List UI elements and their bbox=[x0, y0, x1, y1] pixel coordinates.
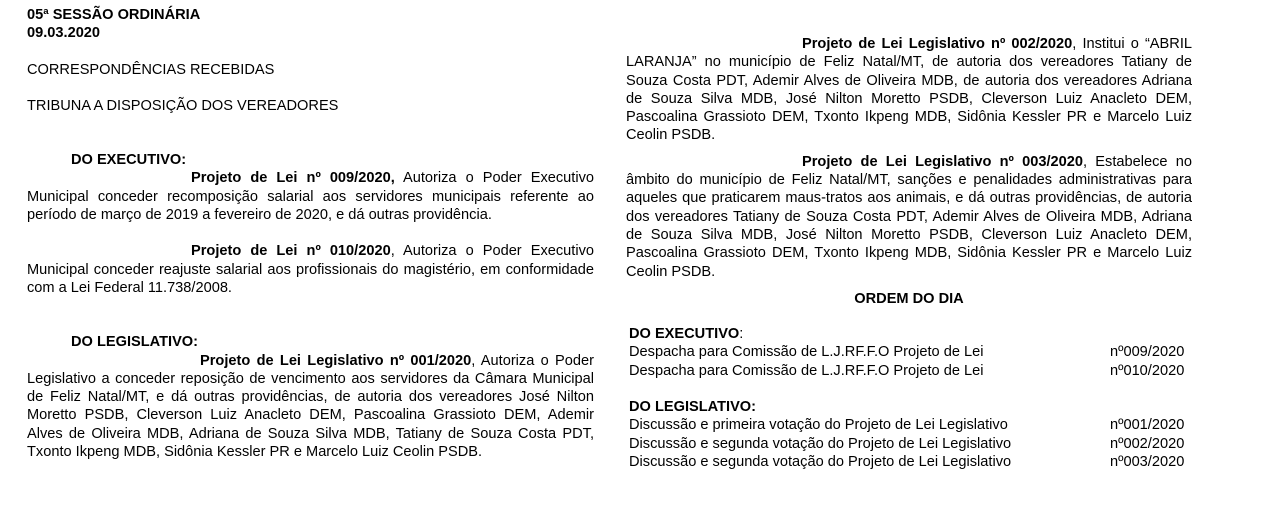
bill-text: , Autoriza o Poder Executivo Municipal conceder reajuste salarial aos profissionais do magistério, em conformidade com a Lei Federal 11.738/2008. bbox=[27, 243, 594, 296]
agenda-item bbox=[626, 435, 1192, 453]
agenda-item-number: nº003/2020 bbox=[1110, 453, 1185, 470]
exec-bill-010 bbox=[27, 242, 594, 297]
bill-title: Projeto de Lei nº 010/2020 bbox=[191, 243, 391, 260]
agenda-item-text: Despacha para Comissão de L.J.RF.F.O Projeto de Lei bbox=[629, 344, 984, 361]
agenda-item-text: Discussão e segunda votação do Projeto de Lei Legislativo bbox=[629, 435, 1012, 452]
agenda-item bbox=[626, 343, 1192, 361]
leg-bill-001 bbox=[27, 352, 594, 462]
agenda-exec-heading bbox=[626, 325, 1192, 343]
tribune-heading: TRIBUNA A DISPOSIÇÃO DOS VEREADORES bbox=[27, 97, 339, 114]
agenda-exec-colon: : bbox=[739, 326, 744, 343]
agenda-item-text: Despacha para Comissão de L.J.RF.F.O Projeto de Lei bbox=[629, 362, 984, 379]
bill-title: Projeto de Lei Legislativo nº 002/2020 bbox=[802, 36, 1073, 52]
leg-bill-002 bbox=[626, 35, 1192, 145]
agenda-item-text: Discussão e segunda votação do Projeto de Lei Legislativo bbox=[629, 453, 1012, 470]
agenda-title: ORDEM DO DIA bbox=[854, 290, 964, 307]
legislative-heading: DO LEGISLATIVO: bbox=[71, 334, 199, 351]
bill-text: , Institui o “ABRIL LARANJA” no município de Feliz Natal/MT, de autoria dos vereadores Tatiany de Souza Costa PDT, Ademir Alves de Oliveira MDB, de autoria dos vereadores Adriana de Souza Silva MDB, José Nilton Moretto PSDB, Cleverson Luiz Anacleto DEM, Pascoalina Grassioto DEM, Txonto Ikpeng MDB, Sidônia Kessler PR e Marcelo Luiz Ceolin PSDB. bbox=[626, 36, 1192, 144]
session-date: 09.03.2020 bbox=[27, 25, 101, 42]
right-column bbox=[626, 0, 1192, 471]
bill-text: , Estabelece no âmbito do município de Feliz Natal/MT, sanções e penalidades administrativas para aqueles que praticarem maus-tratos aos animais, e dá outras providências, de autoria dos vereadores Tatiany de Souza Costa PDT, Ademir Alves de Oliveira MDB, Adriana de Souza Silva MDB, José Nilton Moretto PSDB, Cleverson Luiz Anacleto DEM, Pascoalina Grassioto DEM, Txonto Ikpeng MDB, Sidônia Kessler PR e Marcelo Luiz Ceolin PSDB. bbox=[626, 153, 1192, 280]
left-column bbox=[27, 0, 594, 461]
agenda-item bbox=[626, 453, 1192, 471]
agenda-item-text: Discussão e primeira votação do Projeto de Lei Legislativo bbox=[629, 417, 1008, 434]
bill-text: , Autoriza o Poder Legislativo a conceder reposição de vencimento aos servidores da Câmara Municipal de Feliz Natal/MT, e dá outras providências, de autoria dos vereadores José Nilton Moretto PSDB, Cleverson Luiz Anacleto DEM, Pascoalina Grassioto DEM, Ademir Alves de Oliveira MDB, Adriana de Souza Silva MDB, Tatiany de Souza Costa PDT, Txonto Ikpeng MDB, Sidônia Kessler PR e Marcelo Luiz Ceolin PSDB. bbox=[27, 352, 594, 461]
agenda-item-number: nº002/2020 bbox=[1110, 435, 1185, 452]
bill-text: Autoriza o Poder Executivo Municipal conceder recomposição salarial aos servidores municipais referente ao período de março de 2019 a fevereiro de 2020, e dá outras providência. bbox=[27, 170, 594, 224]
agenda-leg-heading: DO LEGISLATIVO: bbox=[629, 399, 757, 416]
executive-heading: DO EXECUTIVO: bbox=[71, 152, 187, 169]
session-title: 05ª SESSÃO ORDINÁRIA bbox=[27, 7, 201, 23]
agenda-item-number: nº001/2020 bbox=[1110, 417, 1185, 434]
bill-title: Projeto de Lei nº 009/2020, bbox=[191, 170, 395, 187]
agenda-exec-label: DO EXECUTIVO bbox=[629, 326, 740, 343]
correspondence-heading: CORRESPONDÊNCIAS RECEBIDAS bbox=[27, 61, 275, 78]
agenda-item bbox=[626, 362, 1192, 380]
leg-bill-003 bbox=[626, 153, 1192, 281]
agenda-item-number: nº010/2020 bbox=[1110, 362, 1185, 379]
exec-bill-009 bbox=[27, 169, 594, 224]
agenda-item bbox=[626, 416, 1192, 434]
bill-title: Projeto de Lei Legislativo nº 003/2020 bbox=[802, 153, 1083, 170]
agenda-item-number: nº009/2020 bbox=[1110, 344, 1185, 361]
bill-title: Projeto de Lei Legislativo nº 001/2020 bbox=[200, 352, 472, 369]
